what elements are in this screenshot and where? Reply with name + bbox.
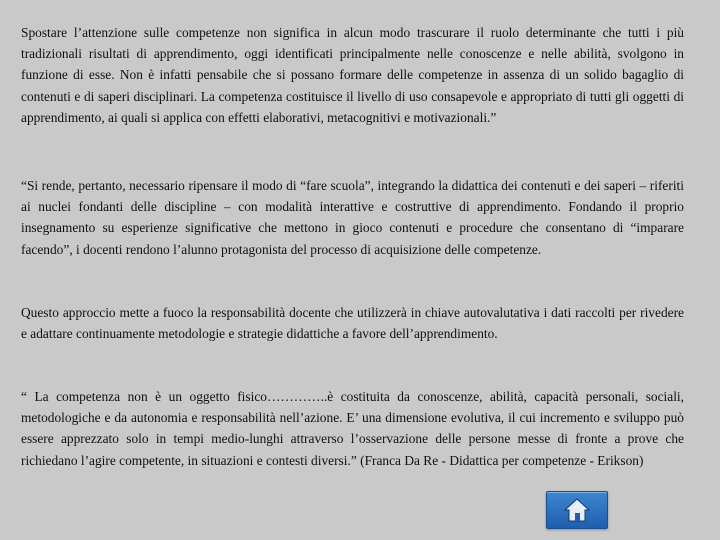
paragraph-citazione-da-re: “ La competenza non è un oggetto fisico…………..è costituita da conoscenze, abilità, capacità personali, sociali, metodologiche e da autonomia e responsabilità nell’azione. E’ una dimensione evolutiva, il cui incremento e sviluppo può essere apprezzato solo in tempi medio-lunghi attraverso l’osservazione delle persone messe di fronte a prove che richiedano l’agire competente, in situazioni e contesti diversi.” (Franca Da Re - Didattica per competenze - Erikson) — [21, 389, 684, 468]
home-icon — [564, 498, 590, 522]
paragraph-competenze-contenuti: Spostare l’attenzione sulle competenze non significa in alcun modo trascurare il ruolo determinante che tutti i più tradizionali risultati di apprendimento, oggi identificati principalmente nelle conoscenze e nelle abilità, svolgono in funzione di esse. Non è infatti pensabile che si possano formare delle competenze in assenza di un solido bagaglio di contenuti e di saperi disciplinari. La competenza costituisce il livello di uso consapevole e appropriato di tutti gli oggetti di apprendimento, ai quali si applica con effetti elaborativi, metacognitivi e motivazionali.” — [21, 25, 684, 125]
home-button[interactable] — [546, 491, 608, 529]
paragraph-fare-scuola: “Si rende, pertanto, necessario ripensare il modo di “fare scuola”, integrando la didattica dei contenuti e dei saperi – riferiti ai nuclei fondanti delle discipline – con modalità interattive e costruttive di apprendimento. Fondando il proprio insegnamento su esperienze significative che mettono in gioco contenuti e procedure che consentano di “imparare facendo”, i docenti rendono l’alunno protagonista del processo di acquisizione delle competenze. — [21, 178, 684, 257]
paragraph-responsabilita-docente: Questo approccio mette a fuoco la responsabilità docente che utilizzerà in chiave autovalutativa i dati raccolti per rivedere e adattare continuamente metodologie e strategie didattiche a favore dell’apprendimento. — [21, 305, 684, 342]
